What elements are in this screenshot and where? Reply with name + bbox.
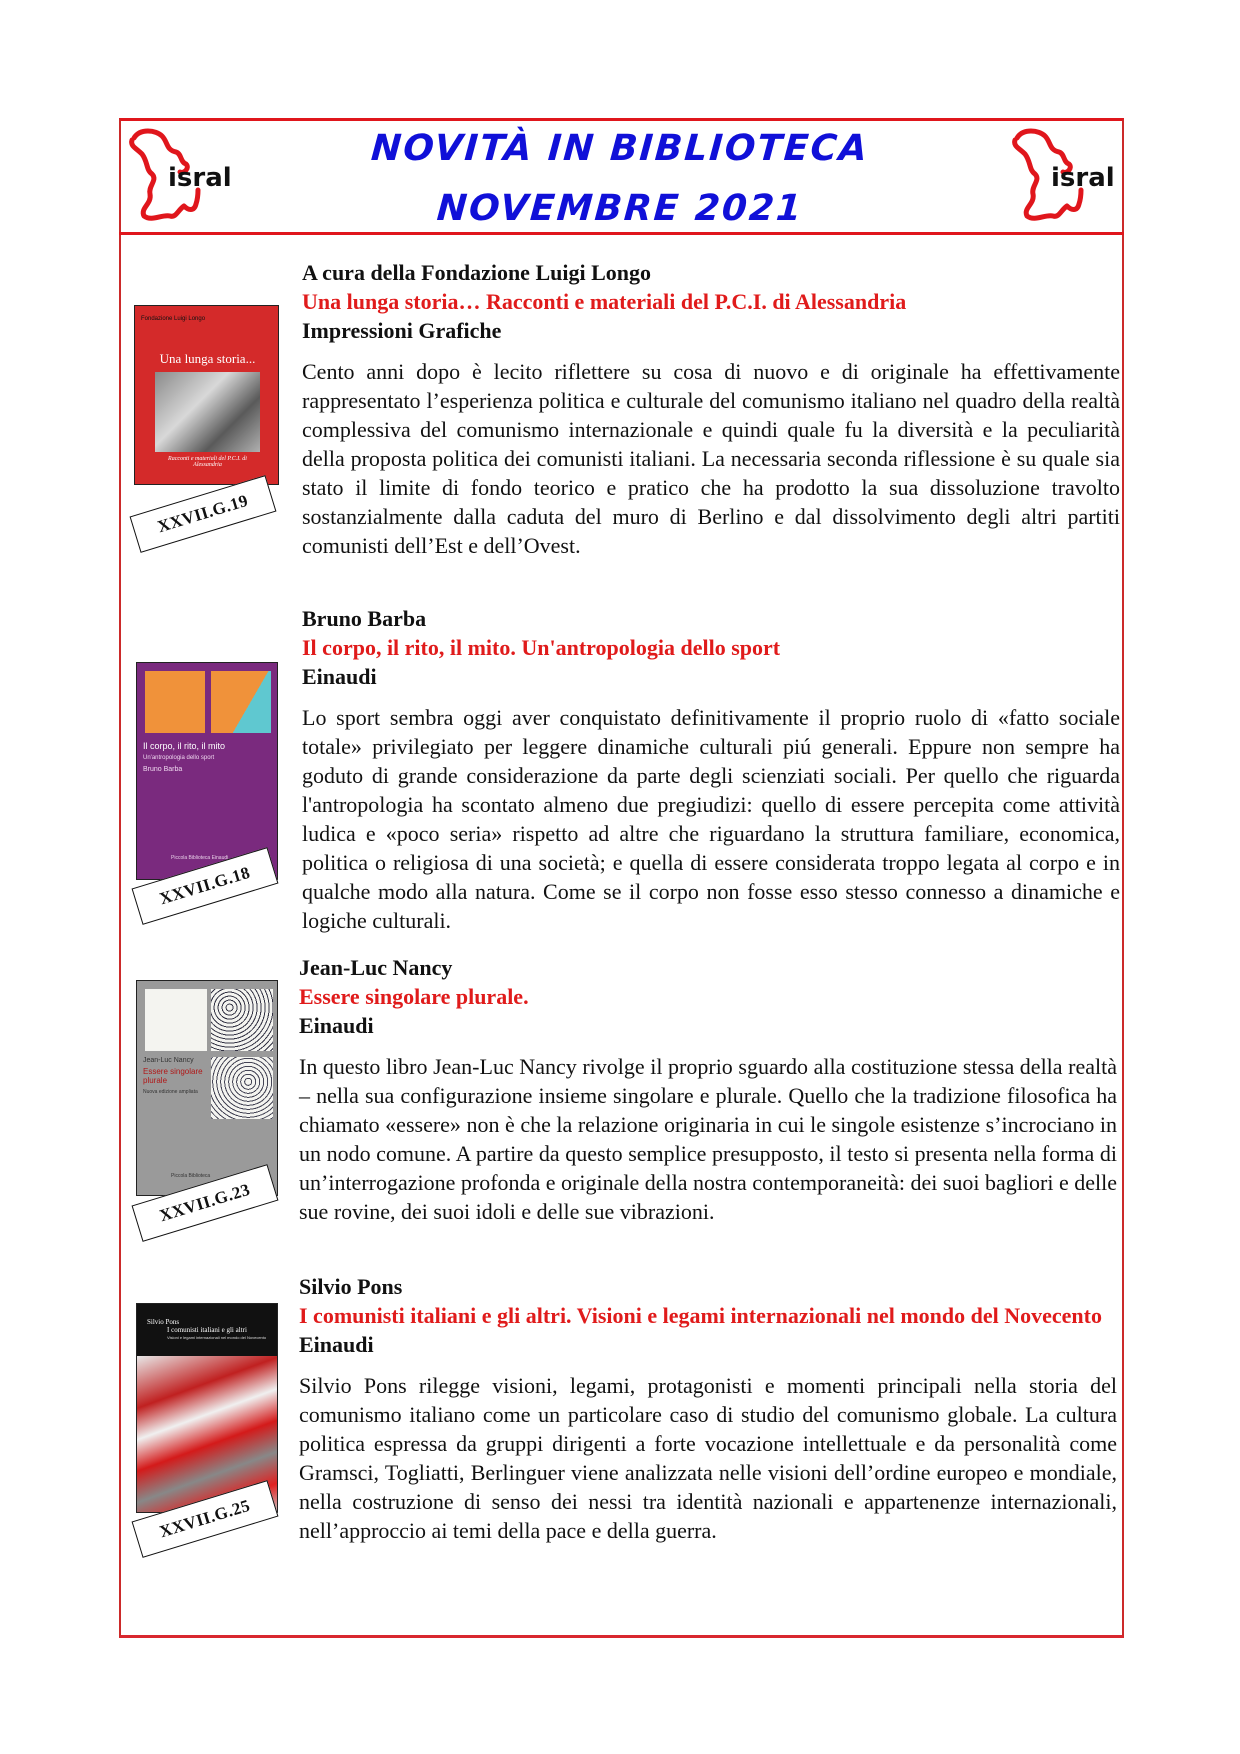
book-cover: [136, 980, 278, 1196]
cover-photo: [155, 372, 260, 452]
page-subtitle-month: NOVEMBRE 2021: [435, 188, 805, 229]
book-description: In questo libro Jean-Luc Nancy rivolge il proprio sguardo alla costituzione stessa della realtà – nella sua configurazione insieme singolare e plurale. Quello che la tradizione filosofica ha chiamato «essere» non è che la relazione originaria in cui le singole esistenze s’incrociano in un nodo comune. A partire da questo semplice presupposto, il testo si presenta nella forma di un’interrogazione profonda e originale della nostra contemporaneità: dei suoi bagliori e delle sue rovine, dei suoi idoli e delle sue vibrazioni.: [299, 1054, 1117, 1224]
book-description: Cento anni dopo è lecito riflettere su cosa di nuovo e di originale ha effettivamente rappresentato l’esperienza politica e culturale del comunismo italiano nel quadro della realtà complessiva del comunismo internazionale e quindi quale fu la diversità e la peculiarità della proposta politica dei comunisti italiani. La necessaria seconda riflessione è su quale sia stato il limite di fondo teorico e pratico che ha prodotto la sua dissoluzione travolto sostanzialmente dalla caduta del muro di Berlino e dal dissolvimento degli altri partiti comunisti dell’Est e dell’Ovest.: [302, 359, 1120, 558]
book-description: Lo sport sembra oggi aver conquistato definitivamente il proprio ruolo di «fatto sociale totale» privilegiato per leggere dinamiche culturali piú generali. Eppure non sempre ha goduto di grande considerazione da parte degli scienziati sociali. Per quello che riguarda l'antropologia ha scontato almeno due pregiudizi: quello di essere percepita come attività ludica e «poco seria» rispetto ad altre che riguardano la struttura familiare, economica, politica o religiosa di una società; e quella di essere considerata troppo legata al corpo e in qualche modo alla natura. Come se il corpo non fosse esso stesso connesso a dinamiche e logiche culturali.: [302, 705, 1120, 933]
region-map-icon: [122, 124, 232, 224]
cover-title: I comunisti italiani e gli altri: [167, 1326, 247, 1334]
shelfmark-label: XXVII.G.23: [132, 1164, 279, 1242]
book-cover: [136, 1303, 278, 1513]
cover-author: Silvio Pons: [147, 1318, 180, 1326]
cover-title: Essere singolare plurale: [143, 1067, 203, 1085]
book-entry: [299, 953, 1117, 1226]
cover-author: Bruno Barba: [143, 766, 183, 773]
svg-text:isral: isral: [168, 163, 232, 193]
book-publisher: Einaudi: [299, 1013, 374, 1038]
book-cover: [136, 662, 278, 880]
cover-photo-crowd-dense: [211, 1057, 273, 1119]
shelfmark-label: XXVII.G.19: [130, 475, 277, 553]
book-publisher: Impressioni Grafiche: [302, 318, 502, 343]
book-title: Essere singolare plurale.: [299, 984, 529, 1009]
book-author: Silvio Pons: [299, 1274, 403, 1299]
book-entry: [299, 1272, 1117, 1545]
cover-subtitle: Un'antropologia dello sport: [143, 755, 215, 761]
book-description: Silvio Pons rilegge visioni, legami, protagonisti e momenti principali nella storia del comunismo italiano come un particolare caso di studio del comunismo globale. La cultura politica espressa da gruppi dirigenti a forte vocazione intellettuale e da personalità come Gramsci, Togliatti, Berlinguer viene analizzata nelle visioni dell’ordine europeo e mondiale, nella costruzione di senso dei nessi tra identità nazionali e appartenenze internazionali, nell’approccio ai temi della pace e della guerra.: [299, 1373, 1117, 1543]
isral-logo-left: [122, 124, 232, 224]
book-author: Jean-Luc Nancy: [299, 955, 453, 980]
book-title: Il corpo, il rito, il mito. Un'antropologia dello sport: [302, 635, 781, 660]
cover-photo-left: [145, 671, 205, 733]
book-publisher: Einaudi: [302, 664, 377, 689]
book-author: Bruno Barba: [302, 606, 427, 631]
cover-title: Una lunga storia...: [159, 351, 256, 366]
cover-photo-right: [211, 671, 271, 733]
svg-text:isral: isral: [1051, 163, 1115, 193]
cover-subtitle: Racconti e materiali del P.C.I. di Alessandria: [168, 456, 247, 468]
book-title: Una lunga storia… Racconti e materiali del P.C.I. di Alessandria: [302, 289, 907, 314]
book-entry: [302, 258, 1120, 560]
shelfmark-label: XXVII.G.25: [132, 1480, 279, 1558]
book-author: A cura della Fondazione Luigi Longo: [302, 260, 651, 285]
book-title: I comunisti italiani e gli altri. Visioni e legami internazionali nel mondo del Novecento: [299, 1303, 1102, 1328]
region-map-icon: [1005, 124, 1115, 224]
isral-logo-right: [1005, 124, 1115, 224]
cover-photo-crowd-sparse: [145, 989, 207, 1051]
book-publisher: Einaudi: [299, 1332, 374, 1357]
header-divider: [119, 232, 1124, 235]
cover-subtitle: Nuova edizione ampliata: [143, 1089, 198, 1095]
book-entry: [302, 604, 1120, 935]
cover-series: Piccola Biblioteca: [171, 1173, 211, 1179]
cover-series: Piccola Biblioteca Einaudi: [171, 855, 229, 861]
book-cover: [134, 305, 279, 485]
cover-subtitle: Visioni e legami internazionali nel mondo del Novecento: [167, 1335, 267, 1340]
cover-publisher-mark: Fondazione Luigi Longo: [141, 316, 206, 322]
cover-title: Il corpo, il rito, il mito: [143, 741, 226, 751]
shelfmark-label: XXVII.G.18: [132, 847, 279, 925]
cover-photo-crowd: [211, 989, 273, 1051]
cover-author: Jean-Luc Nancy: [143, 1057, 194, 1064]
page-title: NOVITÀ IN BIBLIOTECA: [369, 128, 871, 169]
